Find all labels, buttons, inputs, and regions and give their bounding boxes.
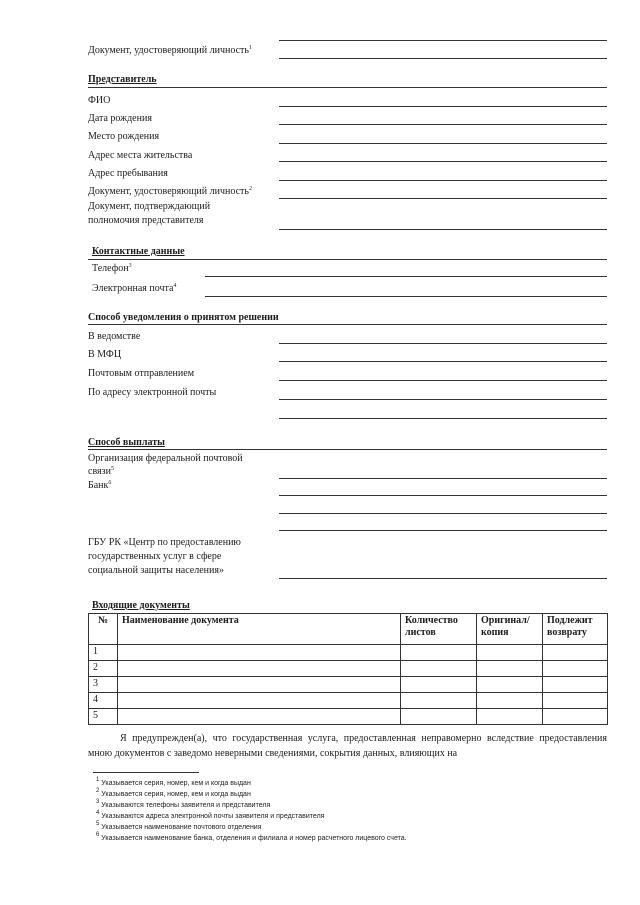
payment-post-field[interactable] bbox=[279, 478, 607, 479]
section-divider bbox=[88, 87, 607, 88]
row-name-cell[interactable] bbox=[118, 677, 401, 693]
notification-email-field[interactable] bbox=[279, 399, 607, 400]
footnote-2: $^2$ Указывается серия, номер, кем и когда выдан bbox=[96, 788, 251, 798]
row-num: 2 bbox=[89, 661, 118, 677]
table-row bbox=[89, 661, 608, 677]
representative-residence-label: Адрес места жительства bbox=[88, 150, 193, 161]
representative-fio-field[interactable] bbox=[279, 106, 607, 107]
payment-bank-label: Банк$^6$ bbox=[88, 480, 112, 491]
section-divider bbox=[88, 449, 607, 450]
footnote-1: $^1$ Указывается серия, номер, кем и когда выдан bbox=[96, 777, 251, 787]
center-name-line-1: ГБУ РК «Центр по предоставлению bbox=[88, 537, 241, 548]
row-qty-cell[interactable] bbox=[401, 661, 477, 677]
center-name-line-3: социальной защиты населения» bbox=[88, 565, 224, 576]
documents-heading: Входящие документы bbox=[92, 600, 190, 611]
notification-option-post: Почтовым отправлением bbox=[88, 368, 195, 379]
notification-mfc-field[interactable] bbox=[279, 361, 607, 362]
section-divider bbox=[88, 324, 607, 325]
row-qty-cell[interactable] bbox=[401, 693, 477, 709]
table-row bbox=[89, 645, 608, 661]
row-name-cell[interactable] bbox=[118, 661, 401, 677]
footnote-separator bbox=[93, 772, 199, 773]
row-name-cell[interactable] bbox=[118, 645, 401, 661]
table-row bbox=[89, 693, 608, 709]
warning-paragraph: Я предупрежден(а), что государственная услуга, предоставленная неправомерно вследствие предоставления мною документов с заведомо неверными сведениями, сокрытия данных, влияющих на bbox=[88, 733, 607, 759]
representative-authority-label-2: полномочия представителя bbox=[88, 215, 204, 226]
row-num: 3 bbox=[89, 677, 118, 693]
notification-heading: Способ уведомления о принятом решении bbox=[88, 312, 279, 323]
row-num: 4 bbox=[89, 693, 118, 709]
row-name-cell[interactable] bbox=[118, 709, 401, 725]
notification-option-mfc: В МФЦ bbox=[88, 349, 122, 360]
col-name: Наименование документа bbox=[118, 614, 401, 645]
documents-header-row bbox=[89, 614, 608, 645]
row-return-cell[interactable] bbox=[543, 677, 608, 693]
table-row bbox=[89, 677, 608, 693]
contacts-heading: Контактные данные bbox=[92, 246, 185, 257]
col-num: № bbox=[89, 614, 118, 645]
row-name-cell[interactable] bbox=[118, 693, 401, 709]
notification-email-field-extra[interactable] bbox=[279, 418, 607, 419]
center-signature-field[interactable] bbox=[279, 578, 607, 579]
center-name-line-2: государственных услуг в сфере bbox=[88, 551, 222, 562]
field-line[interactable] bbox=[279, 40, 607, 41]
contacts-phone-field[interactable] bbox=[205, 276, 607, 277]
section-divider bbox=[88, 259, 607, 260]
row-return-cell[interactable] bbox=[543, 661, 608, 677]
footnote-5: $^5$ Указывается наименование почтового отделения bbox=[96, 821, 262, 831]
representative-authority-field[interactable] bbox=[279, 229, 607, 230]
notification-option-office: В ведомстве bbox=[88, 331, 141, 342]
representative-birth-place-label: Место рождения bbox=[88, 131, 160, 142]
footnote-3: $^3$ Указываются телефоны заявителя и представителя bbox=[96, 799, 271, 809]
row-orig-cell[interactable] bbox=[477, 677, 543, 693]
payment-post-label-2: связи$^5$ bbox=[88, 466, 114, 477]
notification-post-field[interactable] bbox=[279, 380, 607, 381]
contacts-email-field[interactable] bbox=[205, 296, 607, 297]
footnote-4: $^4$ Указываются адреса электронной почты заявителя и представителя bbox=[96, 810, 325, 820]
representative-heading: Представитель bbox=[88, 74, 157, 85]
col-original: Оригинал/ копия bbox=[477, 614, 543, 645]
row-orig-cell[interactable] bbox=[477, 661, 543, 677]
representative-birth-date-field[interactable] bbox=[279, 124, 607, 125]
representative-residence-field[interactable] bbox=[279, 161, 607, 162]
representative-birth-date-label: Дата рождения bbox=[88, 113, 152, 124]
contacts-email-label: Электронная почта$^4$ bbox=[92, 283, 177, 294]
applicant-identity-label: Документ, удостоверяющий личность$^1$ bbox=[88, 45, 252, 56]
row-orig-cell[interactable] bbox=[477, 645, 543, 661]
notification-office-field[interactable] bbox=[279, 343, 607, 344]
payment-bank-field-3[interactable] bbox=[279, 530, 607, 531]
table-row bbox=[89, 709, 608, 725]
row-return-cell[interactable] bbox=[543, 709, 608, 725]
payment-bank-field-2[interactable] bbox=[279, 513, 607, 514]
representative-birth-place-field[interactable] bbox=[279, 143, 607, 144]
representative-identity-field[interactable] bbox=[279, 198, 607, 199]
documents-table bbox=[88, 613, 608, 725]
representative-stay-field[interactable] bbox=[279, 180, 607, 181]
payment-bank-field[interactable] bbox=[279, 495, 607, 496]
notification-option-email: По адресу электронной почты bbox=[88, 387, 217, 398]
footnote-6: $^6$ Указывается наименование банка, отделения и филиала и номер расчетного лицевого счета. bbox=[96, 832, 407, 842]
contacts-phone-label: Телефон$^3$ bbox=[92, 263, 132, 274]
row-return-cell[interactable] bbox=[543, 693, 608, 709]
row-qty-cell[interactable] bbox=[401, 709, 477, 725]
col-return: Подлежит возврату bbox=[543, 614, 608, 645]
representative-stay-label: Адрес пребывания bbox=[88, 168, 168, 179]
payment-post-label-1: Организация федеральной почтовой bbox=[88, 453, 243, 464]
representative-identity-label: Документ, удостоверяющий личность$^2$ bbox=[88, 186, 252, 197]
col-qty: Количество листов bbox=[401, 614, 477, 645]
representative-authority-label-1: Документ, подтверждающий bbox=[88, 201, 211, 212]
row-return-cell[interactable] bbox=[543, 645, 608, 661]
payment-heading: Способ выплаты bbox=[88, 437, 165, 448]
row-qty-cell[interactable] bbox=[401, 677, 477, 693]
row-num: 1 bbox=[89, 645, 118, 661]
row-num: 5 bbox=[89, 709, 118, 725]
applicant-identity-field[interactable] bbox=[279, 58, 607, 59]
representative-fio-label: ФИО bbox=[88, 95, 111, 106]
row-orig-cell[interactable] bbox=[477, 693, 543, 709]
row-orig-cell[interactable] bbox=[477, 709, 543, 725]
row-qty-cell[interactable] bbox=[401, 645, 477, 661]
